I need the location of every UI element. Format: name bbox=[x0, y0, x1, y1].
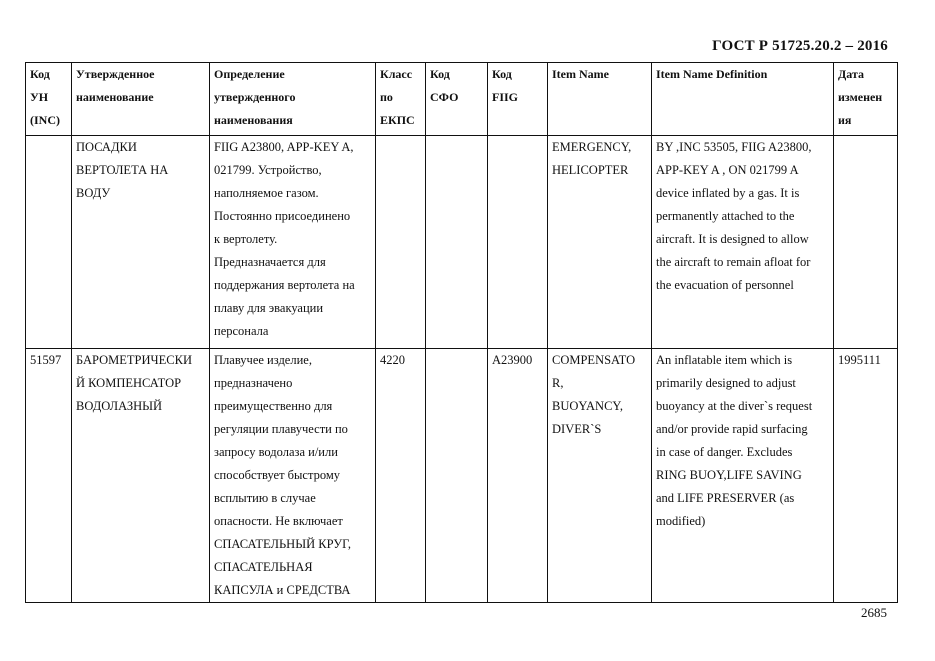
classification-table bbox=[25, 62, 898, 603]
header-definition: Определение утвержденного наименования bbox=[210, 63, 376, 136]
cell-item-definition: An inflatable item which is primarily designed to adjust buoyancy at the diver`s request and/or provide rapid surfacing in case of danger. Excludes RING BUOY,LIFE SAVING and LIFE PRESERVER (as modified) bbox=[652, 349, 834, 603]
header-item-name-definition: Item Name Definition bbox=[652, 63, 834, 136]
cell-definition: Плавучее изделие, предназначено преимущественно для регуляции плавучести по запросу водолаза и/или способствует быстрому всплытию в случае опасности. Не включает СПАСАТЕЛЬНЫЙ КРУГ, СПАСАТЕЛЬНАЯ КАПСУЛА и СРЕДСТВА bbox=[210, 349, 376, 603]
cell-fiig-code bbox=[488, 136, 548, 349]
header-code-un: Код УН (INC) bbox=[26, 63, 72, 136]
cell-item-name: EMERGENCY, HELICOPTER bbox=[548, 136, 652, 349]
cell-item-name: COMPENSATO R, BUOYANCY, DIVER`S bbox=[548, 349, 652, 603]
cell-change-date bbox=[834, 136, 898, 349]
cell-fiig-code: A23900 bbox=[488, 349, 548, 603]
header-ekps-class: Класс по ЕКПС bbox=[376, 63, 426, 136]
header-change-date: Дата изменен ия bbox=[834, 63, 898, 136]
cell-sfo-code bbox=[426, 136, 488, 349]
table-row bbox=[26, 349, 898, 603]
header-approved-name: Утвержденное наименование bbox=[72, 63, 210, 136]
header-item-name: Item Name bbox=[548, 63, 652, 136]
cell-ekps-class bbox=[376, 136, 426, 349]
cell-code-un bbox=[26, 136, 72, 349]
cell-approved-name: БАРОМЕТРИЧЕСКИ Й КОМПЕНСАТОР ВОДОЛАЗНЫЙ bbox=[72, 349, 210, 603]
header-sfo-code: Код СФО bbox=[426, 63, 488, 136]
cell-item-definition: BY ,INC 53505, FIIG A23800, APP-KEY A , ON 021799 A device inflated by a gas. It is permanently attached to the aircraft. It is designed to allow the aircraft to remain afloat for the evacuation of personnel bbox=[652, 136, 834, 349]
cell-sfo-code bbox=[426, 349, 488, 603]
table-header-row bbox=[26, 63, 898, 136]
cell-change-date: 1995111 bbox=[834, 349, 898, 603]
cell-approved-name: ПОСАДКИ ВЕРТОЛЕТА НА ВОДУ bbox=[72, 136, 210, 349]
cell-ekps-class: 4220 bbox=[376, 349, 426, 603]
page-number: 2685 bbox=[861, 605, 887, 620]
cell-code-un: 51597 bbox=[26, 349, 72, 603]
table-row bbox=[26, 136, 898, 349]
cell-definition: FIIG A23800, APP-KEY A, 021799. Устройство, наполняемое газом. Постоянно присоединено к вертолету. Предназначается для поддержания вертолета на плаву для эвакуации персонала bbox=[210, 136, 376, 349]
document-title: ГОСТ Р 51725.20.2 – 2016 bbox=[712, 38, 888, 54]
header-fiig-code: Код FIIG bbox=[488, 63, 548, 136]
